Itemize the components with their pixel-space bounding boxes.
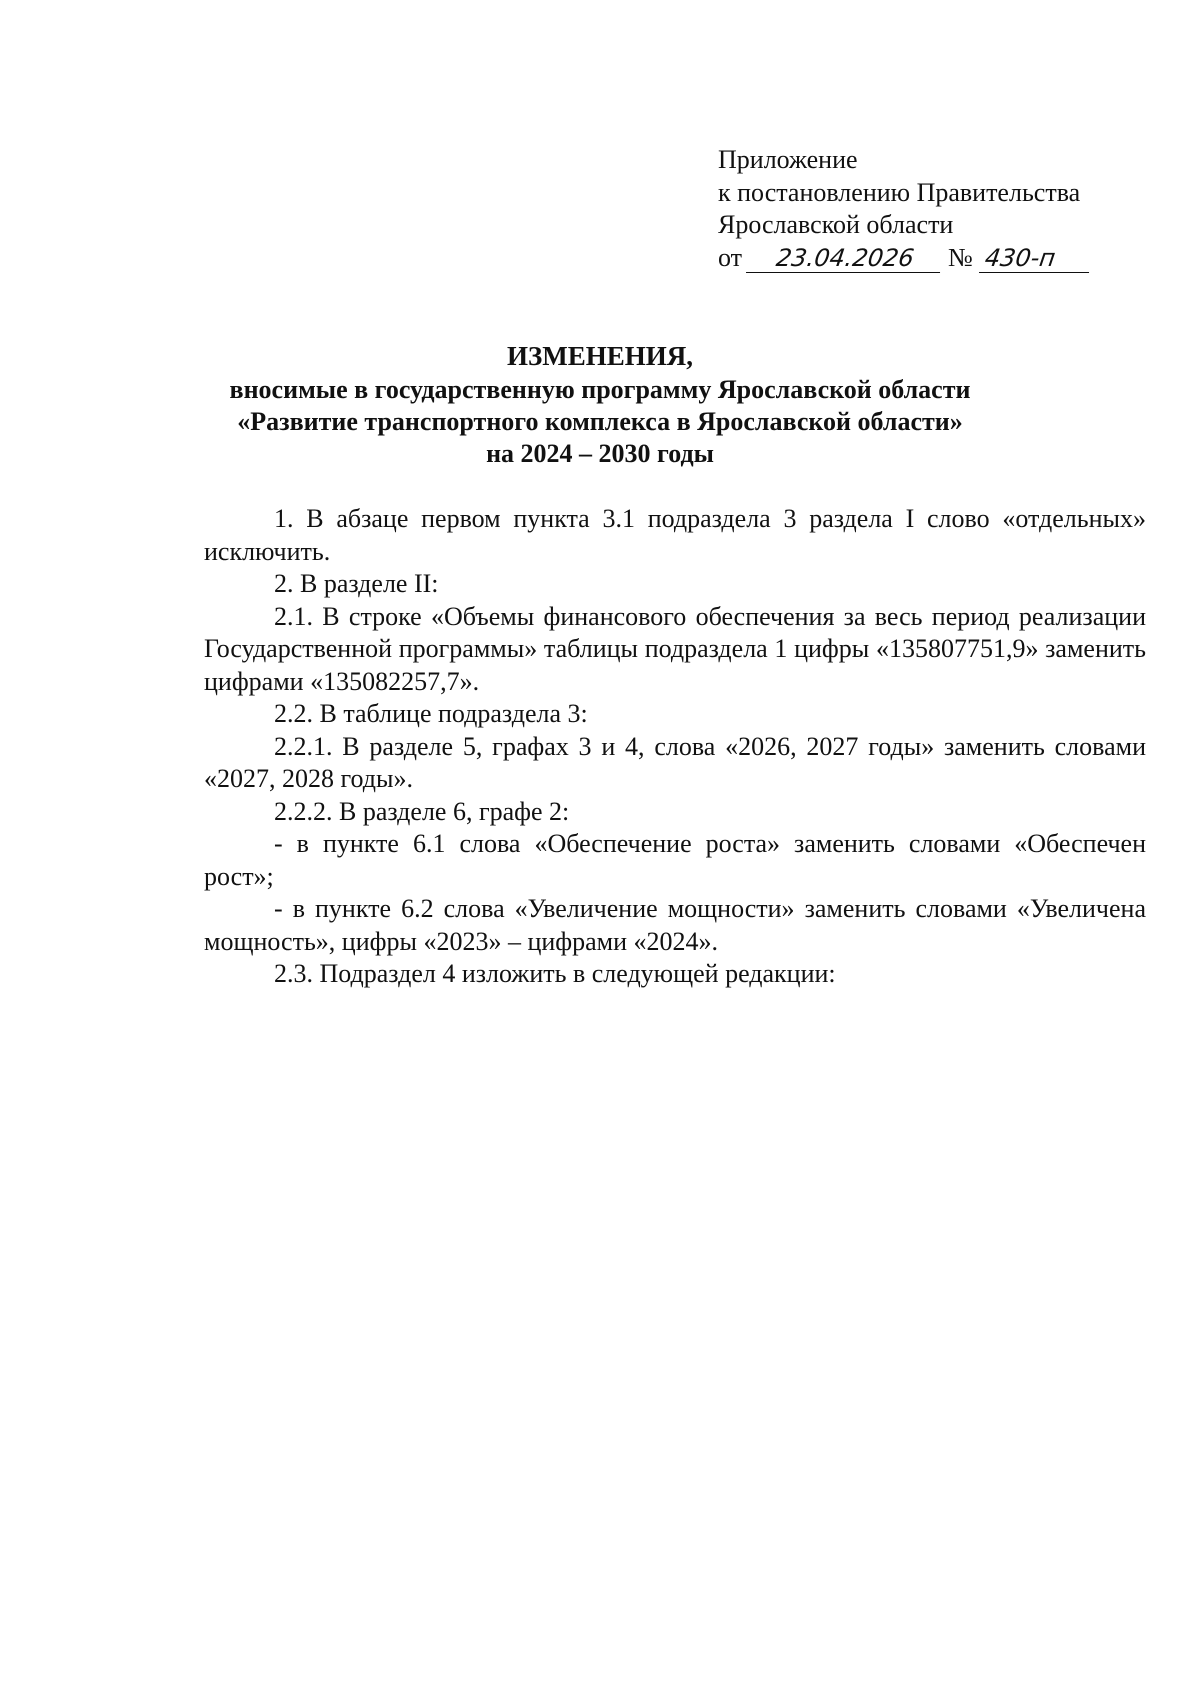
title-subtitle-1: вносимые в государственную программу Ярославской области <box>229 375 971 404</box>
document-title <box>0 340 1200 470</box>
handwritten-date: 23.04.2026 <box>746 244 944 273</box>
handwritten-number: 430-п <box>979 244 1093 273</box>
paragraph: 2.2.2. В разделе 6, графе 2: <box>274 796 570 826</box>
paragraph: 2. В разделе II: <box>274 569 439 598</box>
paragraph: 2.2.1. В разделе 5, графах 3 и 4, слова «2026, 2027 годы» заменить словами «2027, 2028 годы». <box>204 731 1146 793</box>
annex-label: Приложение <box>718 145 858 174</box>
title-heading: ИЗМЕНЕНИЯ, <box>506 341 693 371</box>
paragraph: - в пункте 6.2 слова «Увеличение мощности» заменить словами «Увеличена мощность», цифры «2023» – цифрами «2024». <box>204 894 1146 956</box>
annex-date-number-line <box>718 242 1158 275</box>
title-subtitle-2: «Развитие транспортного комплекса в Ярославской области» <box>237 407 963 436</box>
annex-header <box>718 144 1158 274</box>
title-subtitle-3: на 2024 – 2030 годы <box>486 439 714 468</box>
paragraph: 2.1. В строке «Объемы финансового обеспечения за весь период реализации Государственной программы» таблицы подраздела 1 цифры «135807751,9» заменить цифрами «135082257,7». <box>204 601 1146 696</box>
paragraph: 2.3. Подраздел 4 изложить в следующей редакции: <box>274 959 836 988</box>
paragraph: 2.2. В таблице подраздела 3: <box>274 699 588 728</box>
annex-reference: к постановлению Правительства <box>718 177 1081 207</box>
document-body <box>204 503 1146 991</box>
date-prefix: от <box>718 242 743 272</box>
number-sign: № <box>948 242 973 272</box>
annex-region: Ярославской области <box>718 210 954 239</box>
paragraph: 1. В абзаце первом пункта 3.1 подраздела 3 раздела I слово «отдельных» исключить. <box>204 504 1146 566</box>
paragraph: - в пункте 6.1 слова «Обеспечение роста» заменить словами «Обеспечен рост»; <box>204 829 1146 891</box>
